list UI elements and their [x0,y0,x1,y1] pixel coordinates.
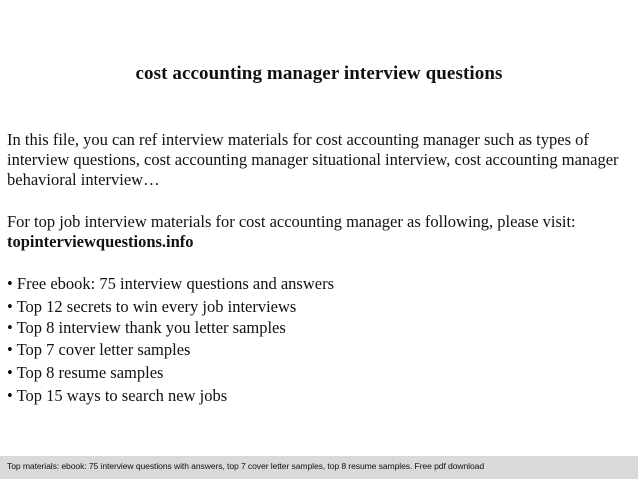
visit-paragraph [7,212,632,252]
list-item: • Top 12 secrets to win every job interviews [7,297,297,316]
list-item: • Top 7 cover letter samples [7,340,191,359]
footer-text: Top materials: ebook: 75 interview questions with answers, top 7 cover letter samples, top 8 resume samples. Free pdf download [7,461,485,471]
footer-bar [0,456,638,479]
visit-text: For top job interview materials for cost accounting manager as following, please visit: [7,212,576,231]
list-item: • Top 8 resume samples [7,363,164,382]
list-item: • Top 15 ways to search new jobs [7,386,228,405]
intro-paragraph: In this file, you can ref interview materials for cost accounting manager such as types of interview questions, cost accounting manager situational interview, cost accounting manager behavioral interview… [7,130,619,189]
bullet-list [7,272,334,407]
list-item: • Top 8 interview thank you letter samples [7,318,286,337]
page-title: cost accounting manager interview questions [135,63,503,84]
list-item: • Free ebook: 75 interview questions and answers [7,274,334,293]
site-link[interactable]: topinterviewquestions.info [7,232,194,251]
